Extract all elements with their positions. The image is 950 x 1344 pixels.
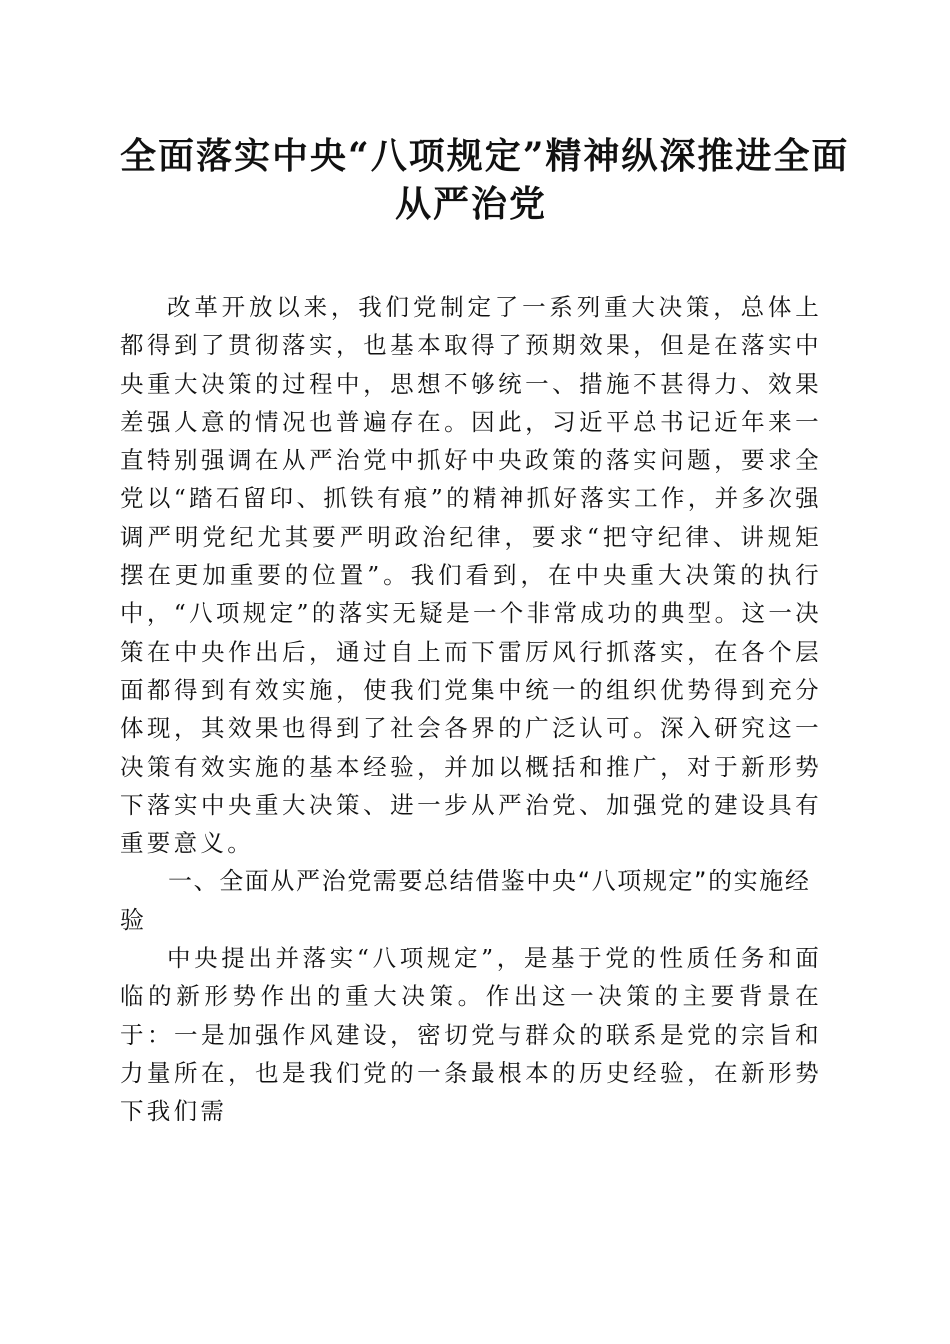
paragraph-section-1: 中央提出并落实“八项规定”，是基于党的性质任务和面临的新形势作出的重大决策。作出这一决策的主要背景在于：一是加强作风建设，密切党与群众的联系是党的宗旨和力量所在，也是我们党的一条最根本的历史经验，在新形势下我们需 — [120, 944, 822, 1126]
document-title — [120, 132, 850, 228]
title-line-1: 全面落实中央“八项规定”精神纵深推进全面 — [120, 135, 850, 177]
paragraph-intro: 改革开放以来，我们党制定了一系列重大决策，总体上都得到了贯彻落实，也基本取得了预期效果，但是在落实中央重大决策的过程中，思想不够统一、措施不甚得力、效果差强人意的情况也普遍存在。因此，习近平总书记近年来一直特别强调在从严治党中抓好中央政策的落实问题，要求全党以“踏石留印、抓铁有痕”的精神抓好落实工作，并多次强调严明党纪尤其要严明政治纪律，要求“把守纪律、讲规矩摆在更加重要的位置”。我们看到，在中央重大决策的执行中，“八项规定”的落实无疑是一个非常成功的典型。这一决策在中央作出后，通过自上而下雷厉风行抓落实，在各个层面都得到有效实施，使我们党集中统一的组织优势得到充分体现，其效果也得到了社会各界的广泛认可。深入研究这一决策有效实施的基本经验，并加以概括和推广，对于新形势下落实中央重大决策、进一步从严治党、加强党的建设具有重要意义。 — [120, 293, 822, 858]
document-body — [120, 288, 822, 1131]
title-line-2: 从严治党 — [394, 183, 547, 225]
section-heading-1: 一、全面从严治党需要总结借鉴中央“八项规定”的实施经验 — [120, 867, 811, 934]
